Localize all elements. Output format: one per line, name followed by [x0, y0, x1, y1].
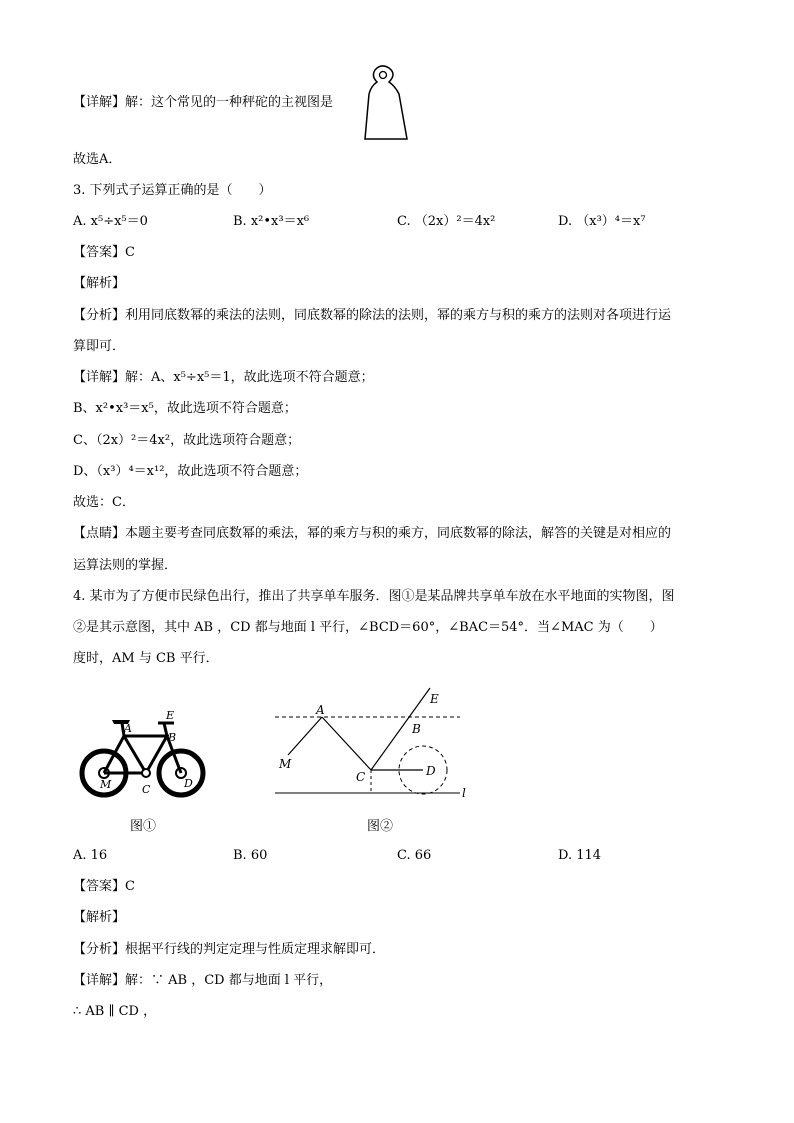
weight-front-view-figure: [355, 64, 417, 142]
fig1-label-m: M: [100, 778, 112, 791]
q3-detail-c: C、（2x）²＝4x²，故此选项符合题意；: [73, 433, 301, 448]
detail-prev-text: 【详解】解：这个常见的一种秤砣的主视图是: [73, 95, 334, 110]
q3-analysis-head: 【解析】: [73, 276, 126, 291]
fig1-label-d: D: [184, 777, 193, 790]
fig2-label-d: D: [426, 764, 436, 778]
q4-option-a: A. 16: [73, 848, 108, 863]
q3-analysis-line-2: 算即可．: [73, 339, 126, 354]
q3-conclusion: 故选：C．: [73, 495, 135, 510]
q4-analysis: 【分析】根据平行线的判定定理与性质定理求解即可．: [73, 942, 386, 957]
q4-option-c: C. 66: [397, 848, 432, 863]
q4-detail-line-2: ∴ AB ∥ CD ，: [73, 1004, 157, 1019]
q3-option-b: B. x²•x³＝x⁶: [233, 214, 310, 229]
q4-stem-line-1: 4. 某市为了方便市民绿色出行，推出了共享单车服务．图①是某品牌共享单车放在水平地面的实物图，图: [73, 589, 675, 604]
q3-comment-line-2: 运算法则的掌握．: [73, 558, 178, 573]
q4-answer: 【答案】C: [73, 879, 135, 894]
q4-option-b: B. 60: [233, 848, 268, 863]
fig1-label-a: A: [124, 722, 132, 735]
q3-comment-line-1: 【点睛】本题主要考查同底数幂的乘法，幂的乘方与积的乘方，同底数幂的除法，解答的关键是对相应的: [73, 526, 672, 541]
q3-detail-a: 【详解】解：A、x⁵÷x⁵＝1，故此选项不符合题意；: [73, 370, 374, 385]
fig2-label-b: B: [412, 722, 421, 736]
fig1-caption: 图①: [130, 819, 157, 834]
bicycle-photo-figure: [80, 705, 210, 800]
q3-answer: 【答案】C: [73, 245, 135, 260]
q4-detail-line-1: 【详解】解：∵ AB ，CD 都与地面 l 平行，: [73, 973, 333, 988]
q3-option-a: A. x⁵÷x⁵＝0: [73, 214, 148, 229]
fig2-label-e: E: [430, 692, 439, 706]
fig2-label-l: l: [462, 786, 466, 800]
bicycle-schematic-figure: [270, 685, 470, 800]
fig1-label-e: E: [166, 709, 175, 722]
q3-option-c: C. （2x）²＝4x²: [397, 214, 496, 229]
q3-stem: 3. 下列式子运算正确的是（ ）: [73, 183, 272, 198]
fig1-label-b: B: [168, 731, 177, 744]
q4-stem-line-3: 度时，AM 与 CB 平行．: [73, 651, 219, 666]
q4-stem-line-2: ②是其示意图，其中 AB ，CD 都与地面 l 平行，∠BCD＝60°，∠BAC＝54°．当∠MAC 为（ ）: [73, 620, 663, 635]
q4-option-d: D. 114: [558, 848, 602, 863]
q3-analysis-line-1: 【分析】利用同底数幂的乘法的法则，同底数幂的除法的法则，幂的乘方与积的乘方的法则对各项进行运: [73, 308, 672, 323]
q4-analysis-head: 【解析】: [73, 910, 126, 925]
fig1-label-c: C: [142, 783, 151, 796]
fig2-label-c: C: [356, 770, 366, 784]
q3-option-d: D. （x³）⁴＝x⁷: [558, 214, 646, 229]
q3-detail-d: D、（x³）⁴＝x¹²，故此选项不符合题意；: [73, 464, 308, 479]
fig2-label-a: A: [316, 703, 325, 717]
fig2-caption: 图②: [367, 819, 394, 834]
fig2-label-m: M: [279, 757, 292, 771]
detail-prev-conclusion: 故选A．: [73, 152, 122, 167]
q3-detail-b: B、x²•x³＝x⁵，故此选项不符合题意；: [73, 401, 297, 416]
